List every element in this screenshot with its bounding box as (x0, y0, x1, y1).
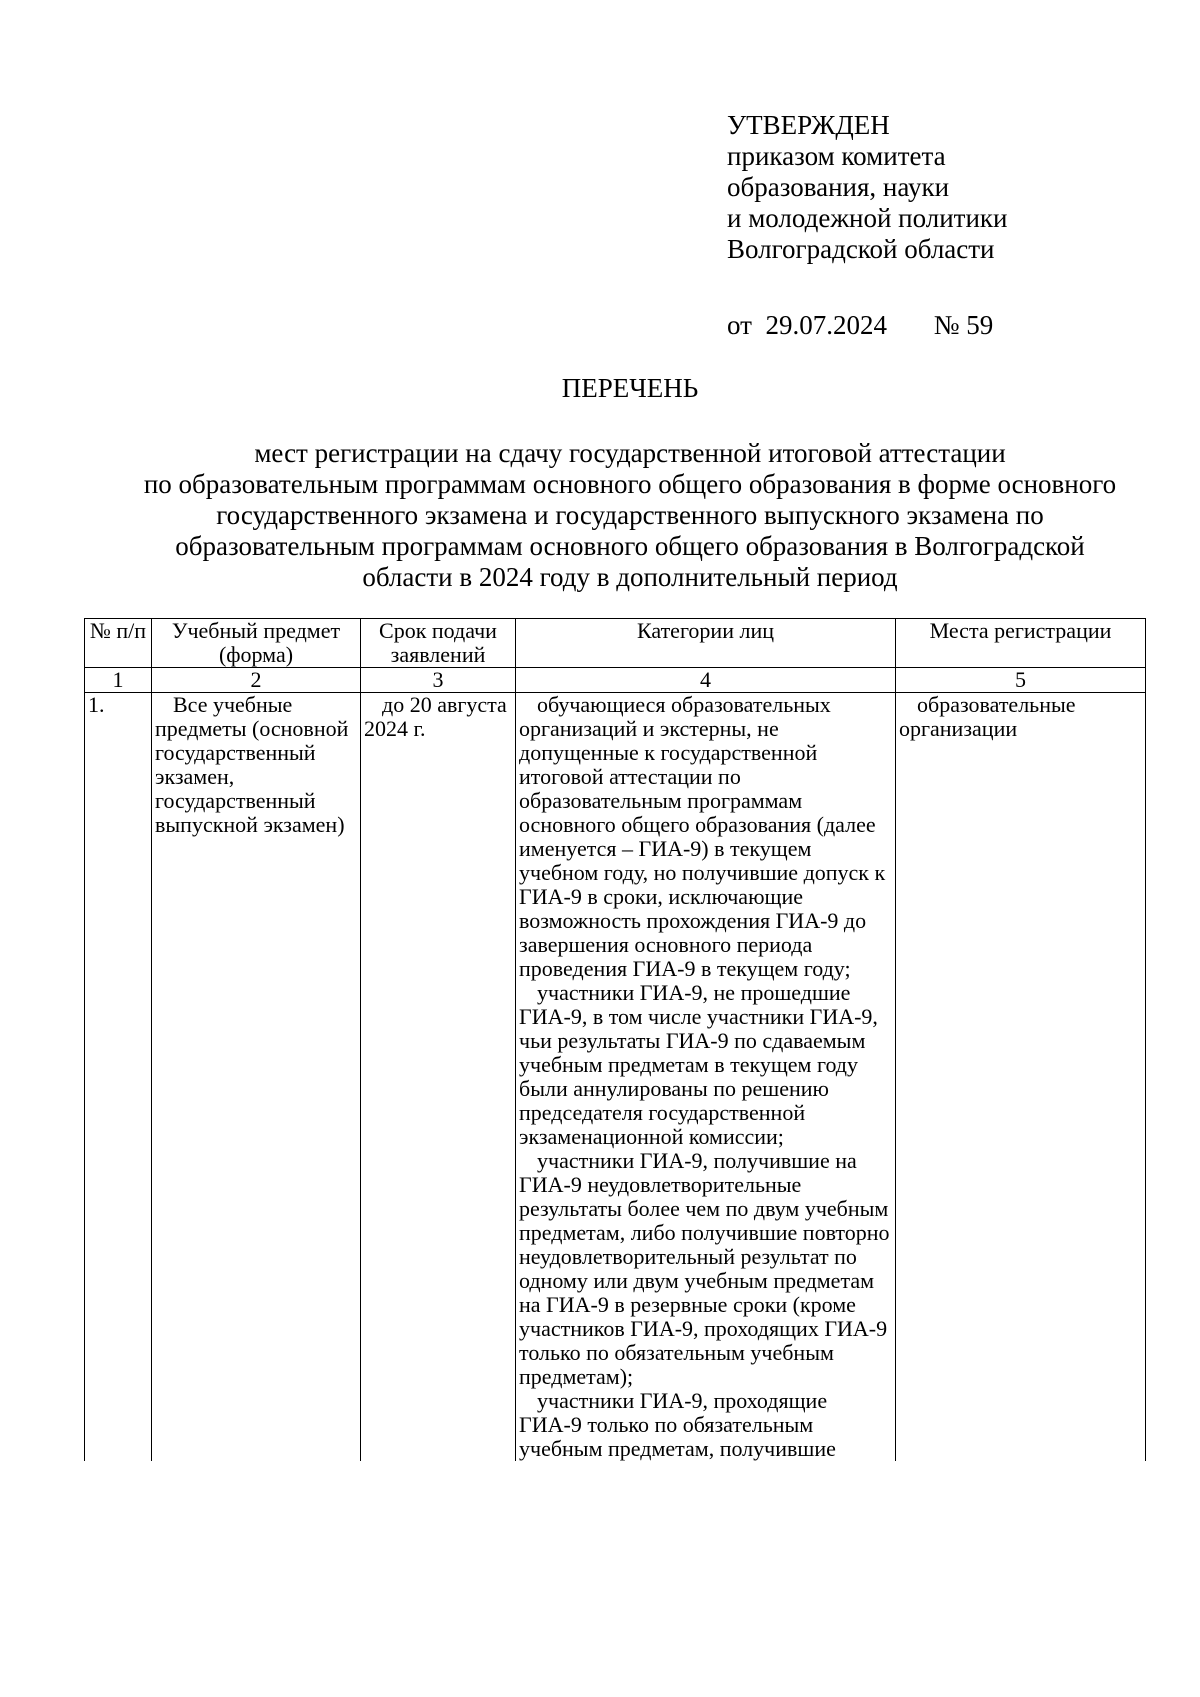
approval-block (727, 110, 1007, 265)
registration-places-table (84, 618, 1146, 1461)
row-categories (516, 693, 896, 1462)
order-date: 29.07.2024 (765, 310, 887, 340)
subtitle-line: государственного экзамена и государственного выпускного экзамена по (216, 500, 1044, 530)
approval-title: УТВЕРЖДЕН (727, 110, 890, 140)
subtitle-line: области в 2024 году в дополнительный период (362, 562, 898, 592)
header-deadline: Срок подачи заявлений (361, 619, 516, 668)
column-number: 5 (896, 668, 1146, 693)
document-subtitle (100, 438, 1160, 593)
approval-line: Волгоградской области (727, 234, 995, 264)
column-number: 3 (361, 668, 516, 693)
category-paragraph: участники ГИА-9, не прошедшие ГИА-9, в том числе участники ГИА-9, чьи результаты ГИА-9 по сдаваемым учебным предметам в текущем году были аннулированы по решению председателя государственной экзаменационной комиссии; (519, 980, 878, 1149)
approval-line: и молодежной политики (727, 203, 1008, 233)
category-paragraph: участники ГИА-9, проходящие ГИА-9 только по обязательным учебным предметам, получившие (519, 1388, 836, 1461)
category-paragraph: обучающиеся образовательных организаций и экстерны, не допущенные к государственной итоговой аттестации по образовательным программам основного общего образования (далее именуется – ГИА-9) в текущем учебном году, но получившие допуск к ГИА-9 в сроки, исключающие возможность прохождения ГИА-9 до завершения основного периода проведения ГИА-9 в текущем году; (519, 692, 886, 981)
header-subject: Учебный предмет (форма) (152, 619, 361, 668)
row-places: образовательные организации (896, 693, 1146, 1462)
date-prefix: от (727, 310, 752, 340)
column-number: 1 (85, 668, 152, 693)
subtitle-line: мест регистрации на сдачу государственной итоговой аттестации (254, 438, 1006, 468)
approval-line: образования, науки (727, 172, 950, 202)
header-places: Места регистрации (896, 619, 1146, 668)
order-date-number (727, 310, 993, 341)
row-subject: Все учебные предметы (основной государственный экзамен, государственный выпускной экзамен) (152, 693, 361, 1462)
row-deadline: до 20 августа 2024 г. (361, 693, 516, 1462)
row-number: 1. (85, 693, 152, 1462)
subtitle-line: образовательным программам основного общего образования в Волгоградской (175, 531, 1085, 561)
category-paragraph: участники ГИА-9, получившие на ГИА-9 неудовлетворительные результаты более чем по двум учебным предметам, либо получившие повторно неудовлетворительный результат по одному или двум учебным предметам на ГИА-9 в резервные сроки (кроме участников ГИА-9, проходящих ГИА-9 только по обязательным учебным предметам); (519, 1148, 890, 1389)
header-number: № п/п (85, 619, 152, 668)
approval-line: приказом комитета (727, 141, 946, 171)
header-categories: Категории лиц (516, 619, 896, 668)
document-title: ПЕРЕЧЕНЬ (561, 373, 699, 403)
subtitle-line: по образовательным программам основного общего образования в форме основного (143, 469, 1117, 499)
order-number: № 59 (933, 310, 994, 340)
table-row (85, 693, 1146, 1462)
column-numbers-row (85, 668, 1146, 693)
column-number: 2 (152, 668, 361, 693)
table-header-row (85, 619, 1146, 668)
column-number: 4 (516, 668, 896, 693)
